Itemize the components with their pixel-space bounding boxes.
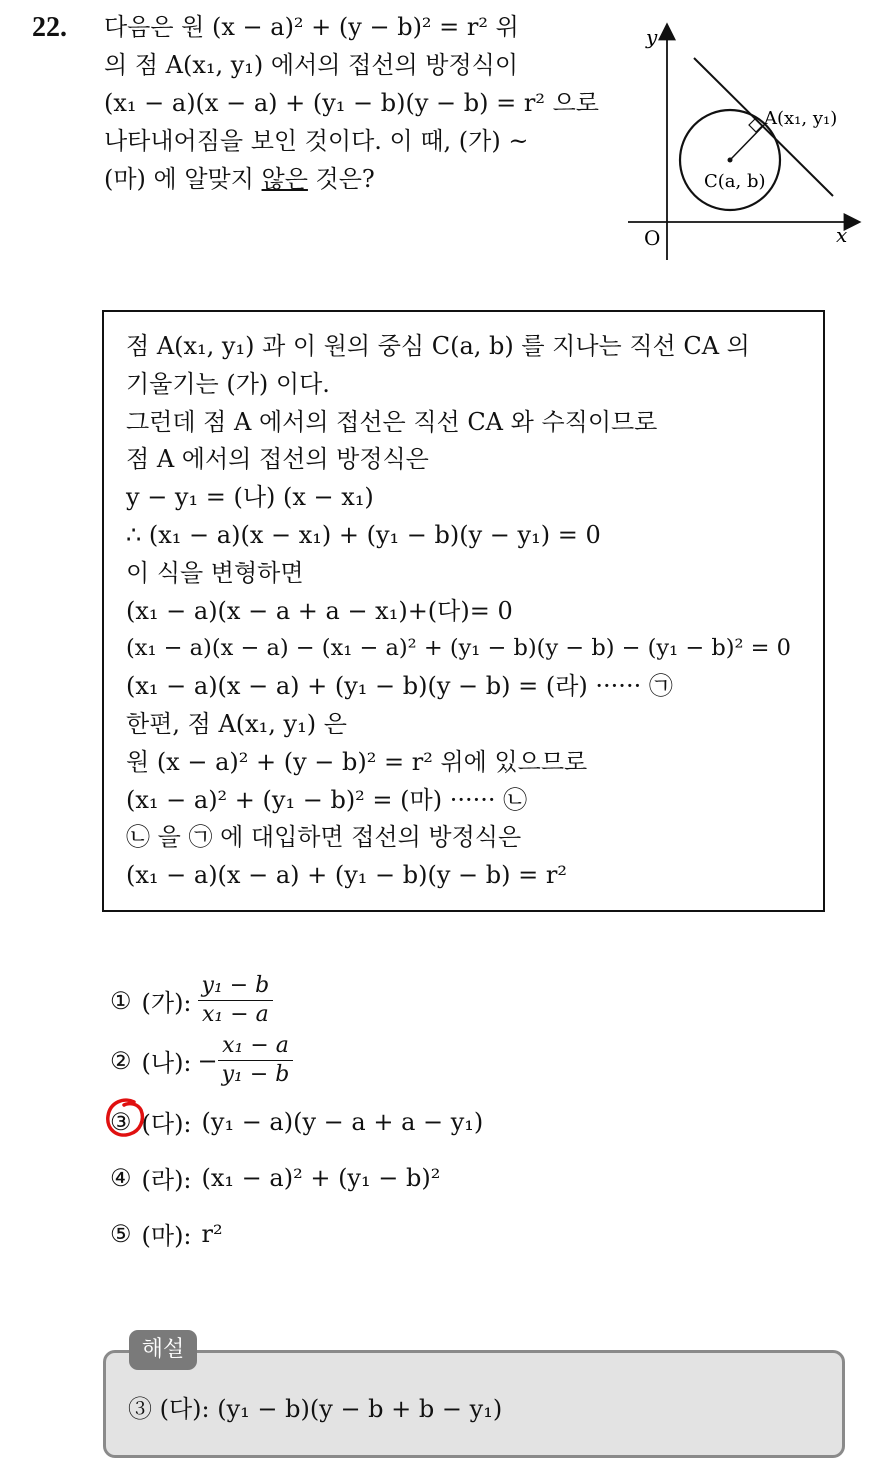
choice-text: (x₁ − a)² + (y₁ − b)² [201,1163,441,1192]
proof-line: 원 (x − a)² + (y − b)² = r² 위에 있으므로 [126,747,588,776]
question-text [104,8,599,198]
proof-line: 그런데 점 A 에서의 접선은 직선 CA 와 수직이므로 [126,407,658,436]
choice-marker: ① [110,986,132,1015]
choice-2[interactable] [110,1032,293,1089]
proof-line: (x₁ − a)(x − a + a − x₁)+(다)= 0 [126,596,513,625]
choice-label: (나): [141,1049,192,1077]
choice-5[interactable] [110,1216,223,1251]
proof-line: y − y₁ = (나) (x − x₁) [126,483,374,512]
numerator: x₁ − a [218,1032,293,1061]
choice-marker: ③ [110,1107,132,1136]
underlined-word: 않은 [261,165,308,193]
numerator: y₁ − b [198,972,274,1001]
choice-text: (y₁ − a)(y − a + a − y₁) [201,1107,484,1136]
radius-ca [730,124,765,160]
proof-line: 점 A 에서의 접선의 방정식은 [126,445,429,474]
proof-box [102,310,825,912]
choice-1[interactable] [110,972,273,1029]
choice-marker: ⑤ [110,1219,132,1248]
proof-line: (x₁ − a)² + (y₁ − b)² = (마) ······ ㉡ [126,785,528,814]
proof-line: (x₁ − a)(x − a) + (y₁ − b)(y − b) = r² [126,861,567,890]
origin-label: O [644,226,661,250]
denominator: x₁ − a [202,1002,269,1027]
choice-label: (마): [141,1222,192,1250]
point-a-label: A(x₁, y₁) [764,108,838,129]
choice-prefix: − [197,1046,218,1075]
question-line: 나타내어짐을 보인 것이다. 이 때, (가) ~ [104,127,529,155]
x-axis-label: x [836,223,848,247]
selected-answer-mark [104,1096,148,1140]
solution-tag: 해설 [129,1330,197,1370]
choice-text: r² [201,1219,223,1248]
center-label: C(a, b) [704,171,766,192]
circle-tangent-figure [620,20,870,270]
proof-line: (x₁ − a)(x − a) + (y₁ − b)(y − b) = (라) ······ ㉠ [126,672,673,701]
choice-label: (가): [141,989,192,1017]
question-line: 의 점 A(x₁, y₁) 에서의 접선의 방정식이 [104,51,519,79]
proof-line: 기울기는 (가) 이다. [126,369,330,398]
proof-line: 이 식을 변형하면 [126,558,304,587]
question-line: (마) 에 알맞지 않은 것은? [104,165,375,193]
choice-marker: ④ [110,1163,132,1192]
fraction [218,1032,294,1089]
proof-line: 점 A(x₁, y₁) 과 이 원의 중심 C(a, b) 를 지나는 직선 CA 의 [126,332,750,360]
choice-3[interactable] [110,1104,483,1139]
choice-4[interactable] [110,1160,440,1195]
proof-line: 한편, 점 A(x₁, y₁) 은 [126,709,347,738]
proof-line: (x₁ − a)(x − a) − (x₁ − a)² + (y₁ − b)(y − b) − (y₁ − b)² = 0 [126,635,791,662]
question-line: 다음은 원 (x − a)² + (y − b)² = r² 위 [104,13,519,41]
proof-line: ㉡ 을 ㉠ 에 대입하면 접선의 방정식은 [126,823,522,852]
denominator: y₁ − b [221,1062,290,1087]
center-point [728,158,733,163]
solution-box [103,1350,845,1458]
choice-label: (다): [141,1110,192,1138]
choice-label: (라): [141,1166,192,1194]
y-axis-label: y [646,25,658,49]
question-line: (x₁ − a)(x − a) + (y₁ − b)(y − b) = r² 으로 [104,89,599,117]
solution-text: ③ (다): (y₁ − b)(y − b + b − y₁) [128,1395,503,1423]
choice-marker: ② [110,1046,132,1075]
fraction [198,972,274,1029]
question-number: 22. [32,12,67,43]
proof-line: ∴ (x₁ − a)(x − x₁) + (y₁ − b)(y − y₁) = 0 [126,520,601,549]
